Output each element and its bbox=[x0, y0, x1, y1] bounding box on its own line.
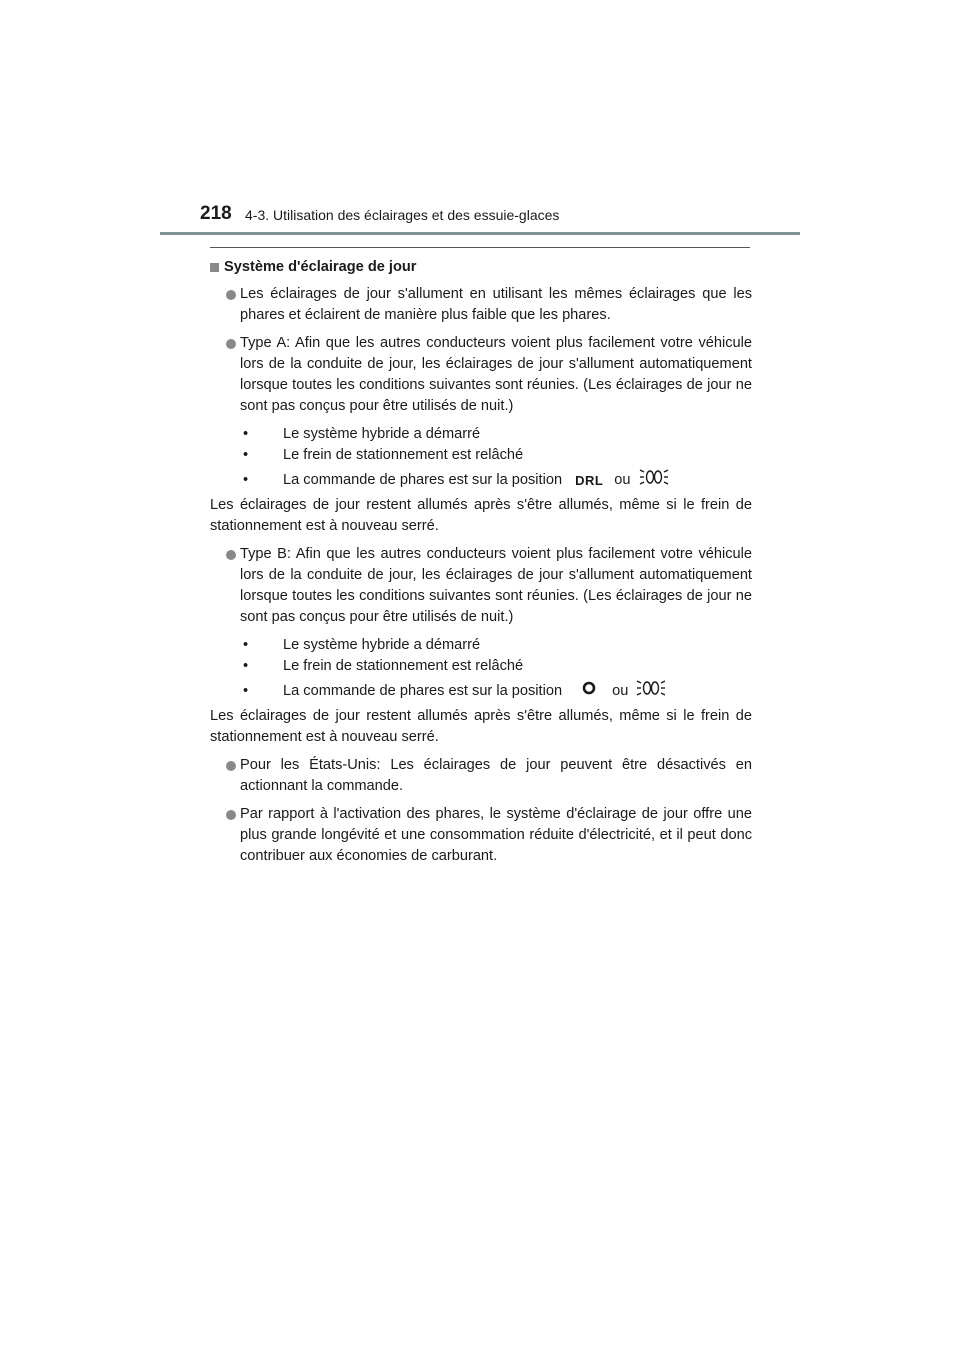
type-a-note: Les éclairages de jour restent allumés après s'être allumés, même si le frein de stationnement est à nouveau serré. bbox=[210, 497, 752, 534]
paragraph-type-b: Type B: Afin que les autres conducteurs voient plus facilement votre véhicule lors de la conduite de jour, les éclairages de jour s'allument automatiquement lorsque toutes les conditions suivantes sont réunies. (Les éclairages de jour ne sont pas conçus pour être utilisés de nuit.) bbox=[210, 544, 752, 628]
list-bullet: • bbox=[243, 447, 249, 463]
list-item: • La commande de phares est sur la position DRL ou bbox=[210, 466, 752, 495]
list-bullet: • bbox=[243, 472, 249, 488]
paragraph-type-a: Type A: Afin que les autres conducteurs voient plus facilement votre véhicule lors de la conduite de jour, les éclairages de jour s'allument automatiquement lorsque toutes les conditions suivantes sont réunies. (Les éclairages de jour ne sont pas conçus pour être utilisés de nuit.) bbox=[210, 333, 752, 417]
circle-bullet-icon bbox=[226, 550, 236, 560]
list-bullet: • bbox=[243, 683, 249, 699]
ring-icon bbox=[582, 681, 596, 702]
page-number: 218 bbox=[200, 203, 232, 224]
list-bullet: • bbox=[243, 426, 249, 442]
section-heading bbox=[210, 257, 752, 278]
circle-bullet-icon bbox=[226, 290, 236, 300]
section-content bbox=[210, 257, 752, 874]
paragraph-1: Les éclairages de jour s'allument en utilisant les mêmes éclairages que les phares et éclairent de manière plus faible que les phares. bbox=[210, 284, 752, 326]
circle-bullet-icon bbox=[226, 810, 236, 820]
or-word: ou bbox=[614, 472, 631, 488]
list-bullet: • bbox=[243, 637, 249, 653]
list-item: • Le système hybride a démarré bbox=[210, 635, 752, 656]
drl-icon: DRL bbox=[575, 473, 604, 488]
list-item: • Le frein de stationnement est relâché bbox=[210, 656, 752, 677]
type-b-note: Les éclairages de jour restent allumés après s'être allumés, même si le frein de stationnement est à nouveau serré. bbox=[210, 708, 752, 745]
or-word: ou bbox=[612, 683, 629, 699]
page-header bbox=[200, 203, 800, 235]
square-bullet-icon bbox=[210, 263, 219, 272]
list-item: • La commande de phares est sur la position ou bbox=[210, 677, 752, 706]
list-item: • Le système hybride a démarré bbox=[210, 424, 752, 445]
list-bullet: • bbox=[243, 658, 249, 674]
circle-bullet-icon bbox=[226, 761, 236, 771]
list-item: • Le frein de stationnement est relâché bbox=[210, 445, 752, 466]
paragraph-benefits: Par rapport à l'activation des phares, le système d'éclairage de jour offre une plus grande longévité et une consommation réduite d'électricité, et il peut donc contribuer aux économies de carburant. bbox=[210, 804, 752, 867]
circle-bullet-icon bbox=[226, 339, 236, 349]
chapter-title: 4-3. Utilisation des éclairages et des essuie-glaces bbox=[245, 207, 560, 223]
headlight-icon bbox=[636, 677, 666, 706]
paragraph-usa: Pour les États-Unis: Les éclairages de jour peuvent être désactivés en actionnant la commande. bbox=[210, 755, 752, 797]
section-rule bbox=[210, 247, 750, 248]
headlight-icon bbox=[639, 466, 669, 495]
header-rule bbox=[160, 232, 800, 235]
section-heading-text: Système d'éclairage de jour bbox=[224, 259, 417, 275]
